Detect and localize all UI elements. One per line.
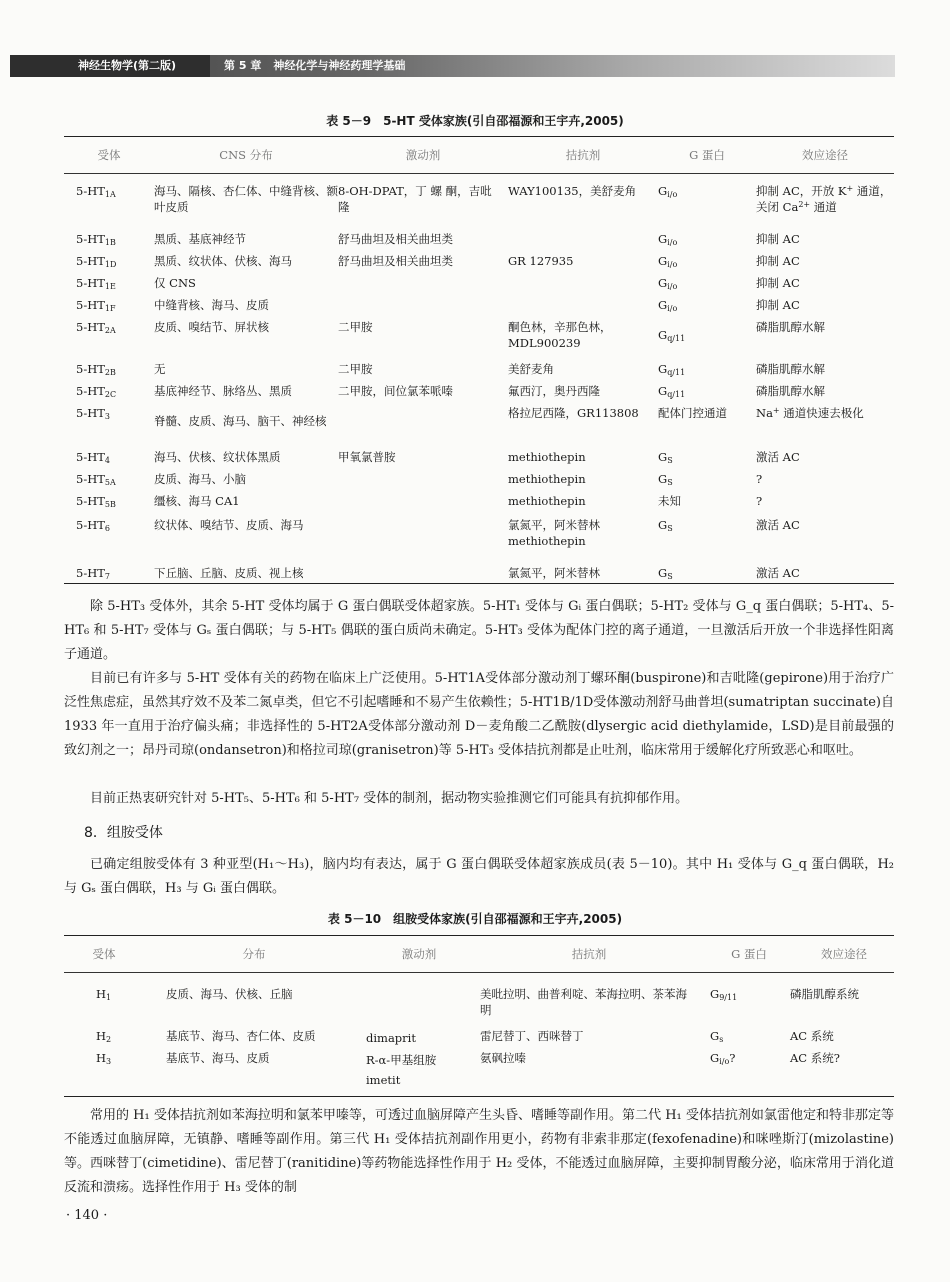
table1-cell-antagonist: 酮色林，辛那色林，MDL900239 — [508, 320, 612, 350]
table1-cell-distribution: 基底神经节、脉络丛、黑质 — [154, 384, 292, 398]
table2-cell-antagonist: 氨砜拉嗪 — [480, 1051, 526, 1065]
table1-cell-distribution: 仅 CNS — [154, 276, 196, 290]
subscript: 2C — [104, 390, 117, 399]
table1-cell-gprotein: $G_S$ — [658, 518, 673, 533]
table1-cell-antagonist: methiothepin — [508, 494, 586, 508]
table1-title: 表 5－9 5-HT 受体家族(引自邵福源和王宇卉,2005) — [326, 114, 624, 128]
table1-cell-gprotein: $G_{q/11}$ — [658, 362, 686, 377]
table2-header-distribution: 分布 — [242, 947, 266, 961]
table1-cell-receptor: $5-HT_{1E}$ — [76, 276, 116, 291]
table1-cell-receptor: $5-HT_{5B}$ — [76, 494, 116, 509]
table1-cell-distribution: 脊髓、皮质、海马、脑干、神经核 — [154, 414, 327, 428]
subscript: 2A — [104, 326, 116, 335]
subscript: 1F — [104, 304, 116, 313]
superscript: + — [772, 406, 780, 415]
table2-header-row — [64, 936, 894, 973]
table1-cell-gprotein: $G_{i/o}$ — [658, 254, 678, 269]
subscript: 9/11 — [719, 993, 738, 1002]
table1-cell-receptor: $5-HT_{1A}$ — [76, 184, 116, 199]
subscript: 4 — [104, 456, 110, 465]
table1-cell-agonist: 二甲胺 — [338, 320, 373, 334]
subscript: i/o — [719, 1057, 730, 1066]
table1-cell-receptor: $5-HT_{2C}$ — [76, 384, 117, 399]
superscript: + — [846, 184, 854, 193]
subscript: i/o — [667, 238, 678, 247]
table1-cell-receptor: $5-HT_4$ — [76, 450, 110, 465]
section-heading: 8．组胺受体 — [84, 825, 163, 841]
subscript: i/o — [667, 260, 678, 269]
table1-cell-effect: 激活 AC — [756, 518, 800, 532]
table2-header-effect: 效应途径 — [821, 947, 867, 961]
table2-header-gprotein: G 蛋白 — [731, 947, 767, 961]
table1-cell-distribution: 黑质、纹状体、伏核、海马 — [154, 254, 292, 268]
table1-cell-effect: 磷脂肌醇水解 — [756, 320, 825, 334]
subscript: i/o — [667, 190, 678, 199]
table1-cell-antagonist: 氯氮平，阿米替林 methiothepin — [508, 518, 600, 548]
subscript: i/o — [667, 282, 678, 291]
table1 — [64, 136, 894, 584]
table1-cell-agonist: 8-OH-DPAT，丁 螺 酮，吉吡隆 — [338, 184, 492, 214]
table1-cell-agonist: 舒马曲坦及相关曲坦类 — [338, 232, 453, 246]
table1-cell-distribution: 皮质、嗅结节、屏状核 — [154, 320, 269, 334]
table1-cell-distribution: 下丘脑、丘脑、皮质、视上核 — [154, 566, 304, 580]
subscript: 6 — [104, 524, 110, 533]
table1-header-distribution: CNS 分布 — [219, 148, 273, 162]
book-title: 神经生物学(第二版) — [10, 55, 210, 77]
table1-cell-distribution: 皮质、海马、小脑 — [154, 472, 246, 486]
subscript: q/11 — [667, 334, 686, 343]
table1-cell-antagonist: 格拉尼西隆，GR113808 — [508, 406, 639, 420]
subscript: i/o — [667, 304, 678, 313]
table2-cell-agonist: R-α-甲基组胺 imetit — [366, 1053, 437, 1087]
table1-cell-effect: 激活 AC — [756, 566, 800, 580]
table1-cell-gprotein: $G_{i/o}$ — [658, 276, 678, 291]
table1-cell-distribution: 无 — [154, 362, 166, 376]
paragraph-3: 目前正热衷研究针对 5-HT₅、5-HT₆ 和 5-HT₇ 受体的制剂，据动物实验推测它们可能具有抗抑郁作用。 — [90, 791, 689, 806]
table1-cell-gprotein: $G_S$ — [658, 450, 673, 465]
subscript: 2 — [106, 1035, 112, 1044]
paragraph-1: 除 5-HT₃ 受体外，其余 5-HT 受体均属于 G 蛋白偶联受体超家族。5-HT₁ 受体与 Gᵢ 蛋白偶联；5-HT₂ 受体与 G_q 蛋白偶联；5-HT₄、5-HT₆ 和 5-HT₇ 受体与 Gₛ 蛋白偶联；与 5-HT₅ 偶联的蛋白质尚未确定。5-HT₃ 受体为配体门控的离子通道，一旦激活后开放一个非选择性阳离子通道。 — [64, 599, 894, 662]
table1-cell-distribution: 缰核、海马 CA1 — [154, 494, 240, 508]
table1-header-antagonist: 拮抗剂 — [565, 148, 601, 162]
subscript: 1 — [106, 993, 112, 1002]
table1-cell-receptor: $5-HT_{1D}$ — [76, 254, 117, 269]
table2-cell-gprotein: $G_{9/11}$ — [710, 987, 738, 1002]
table2 — [64, 935, 894, 1097]
table1-cell-effect: Na+ 通道快速去极化 — [756, 406, 864, 420]
table1-cell-gprotein: $G_S$ — [658, 566, 673, 581]
table1-header-effect: 效应途径 — [802, 148, 848, 162]
table1-cell-agonist: 甲氧氯普胺 — [338, 450, 396, 464]
table1-header-agonist: 激动剂 — [405, 148, 441, 162]
table2-cell-distribution: 基底节、海马、杏仁体、皮质 — [166, 1029, 316, 1043]
table1-cell-distribution: 黑质、基底神经节 — [154, 232, 246, 246]
table2-cell-antagonist: 雷尼替丁、西咪替丁 — [480, 1029, 584, 1043]
superscript: 2+ — [798, 200, 811, 209]
table1-cell-gprotein: 配体门控通道 — [658, 406, 727, 420]
table1-cell-effect: 抑制 AC — [756, 276, 800, 290]
table1-cell-antagonist: 氯氮平，阿米替林 — [508, 566, 600, 580]
table1-cell-effect: ? — [756, 472, 763, 486]
subscript: S — [667, 478, 673, 487]
table1-cell-antagonist: methiothepin — [508, 450, 586, 464]
table1-cell-gprotein: $G_{i/o}$ — [658, 184, 678, 199]
table2-cell-antagonist: 美吡拉明、曲普利啶、苯海拉明、茶苯海明 — [480, 987, 687, 1017]
chapter-title: 神经化学与神经药理学基础 — [273, 59, 406, 72]
table1-cell-gprotein: $G_{q/11}$ — [658, 384, 686, 399]
table2-cell-effect: 磷脂肌醇系统 — [790, 987, 859, 1001]
table2-cell-gprotein: $G_{i/o}$? — [710, 1051, 736, 1066]
subscript: S — [667, 456, 673, 465]
table1-cell-effect: 磷脂肌醇水解 — [756, 362, 825, 376]
table1-cell-gprotein: $G_S$ — [658, 472, 673, 487]
table1-cell-effect: ? — [756, 494, 763, 508]
table1-cell-receptor: $5-HT_7$ — [76, 566, 110, 581]
subscript: 5B — [104, 500, 116, 509]
subscript: S — [667, 572, 673, 581]
table1-cell-antagonist: WAY100135，美舒麦角 — [508, 184, 637, 198]
table1-cell-effect: 磷脂肌醇水解 — [756, 384, 825, 398]
table1-cell-distribution: 海马、伏核、纹状体黑质 — [154, 450, 281, 464]
subscript: 7 — [104, 572, 110, 581]
table1-cell-antagonist: 氟西汀，奥丹西隆 — [508, 384, 600, 398]
running-header — [10, 55, 895, 77]
table1-cell-receptor: $5-HT_6$ — [76, 518, 110, 533]
table1-cell-distribution: 中缝背核、海马、皮质 — [154, 298, 269, 312]
table1-cell-receptor: $5-HT_{2B}$ — [76, 362, 116, 377]
table2-cell-receptor: $H_1$ — [96, 987, 112, 1002]
table2-header-receptor: 受体 — [92, 947, 116, 961]
table1-cell-gprotein: 未知 — [658, 494, 681, 508]
table2-cell-distribution: 皮质、海马、伏核、丘脑 — [166, 987, 293, 1001]
table2-cell-receptor: $H_2$ — [96, 1029, 112, 1044]
table1-cell-effect: 激活 AC — [756, 450, 800, 464]
table2-cell-agonist: dimaprit — [366, 1031, 416, 1045]
table2-cell-effect: AC 系统? — [790, 1051, 840, 1065]
subscript: s — [719, 1035, 724, 1044]
table1-cell-gprotein: $G_{q/11}$ — [658, 328, 686, 343]
subscript: q/11 — [667, 390, 686, 399]
table1-header-row — [64, 137, 894, 174]
subscript: 5A — [104, 478, 116, 487]
table2-cell-gprotein: $G_s$ — [710, 1029, 724, 1044]
table1-cell-antagonist: GR 127935 — [508, 254, 574, 268]
subscript: 1E — [104, 282, 116, 291]
table1-cell-receptor: $5-HT_{2A}$ — [76, 320, 116, 335]
table1-cell-agonist: 二甲胺，间位氯苯哌嗪 — [338, 384, 453, 398]
table1-header-gprotein: G 蛋白 — [689, 148, 725, 162]
table1-cell-distribution: 海马、隔核、杏仁体、中缝背核、额叶皮质 — [154, 184, 338, 214]
subscript: 3 — [104, 412, 110, 421]
chapter-number: 第 5 章 — [224, 59, 262, 72]
table1-cell-effect: 抑制 AC，开放 K+ 通道，关闭 $Ca^{2+}$ 通道 — [756, 184, 892, 214]
paragraph-4: 已确定组胺受体有 3 种亚型(H₁～H₃)，脑内均有表达，属于 G 蛋白偶联受体超家族成员(表 5－10)。其中 H₁ 受体与 G_q 蛋白偶联，H₂ 与 Gₛ 蛋白偶联，H₃ 与 Gᵢ 蛋白偶联。 — [64, 857, 894, 896]
paragraph-5: 常用的 H₁ 受体拮抗剂如苯海拉明和氯苯甲嗪等，可透过血脑屏障产生头昏、嗜睡等副作用。第二代 H₁ 受体拮抗剂如氯雷他定和特非那定等不能透过血脑屏障，无镇静、嗜睡等副作用。第三代 H₁ 受体拮抗剂副作用更小，药物有非索非那定(fexofenadine)和咪唑斯汀(mizolastine)等。西咪替丁(cimetidine)、雷尼替丁(ranitidine)等药物能选择性作用于 H₂ 受体，不能透过血脑屏障，主要抑制胃酸分泌，临床常用于消化道反流和溃疡。选择性作用于 H₃ 受体的制 — [64, 1108, 894, 1195]
chapter-info — [224, 55, 405, 77]
table1-cell-receptor: $5-HT_{1F}$ — [76, 298, 116, 313]
page-number: · 140 · — [66, 1208, 108, 1223]
table1-header-receptor: 受体 — [97, 148, 121, 162]
table2-header-agonist: 激动剂 — [401, 947, 437, 961]
subscript: S — [667, 524, 673, 533]
table2-cell-receptor: $H_3$ — [96, 1051, 112, 1066]
table1-cell-agonist: 舒马曲坦及相关曲坦类 — [338, 254, 453, 268]
table2-header-antagonist: 拮抗剂 — [571, 947, 607, 961]
table1-cell-effect: 抑制 AC — [756, 298, 800, 312]
table1-cell-effect: 抑制 AC — [756, 232, 800, 246]
subscript: 3 — [106, 1057, 112, 1066]
table1-cell-effect: 抑制 AC — [756, 254, 800, 268]
table2-cell-distribution: 基底节、海马、皮质 — [166, 1051, 270, 1065]
table1-cell-receptor: $5-HT_3$ — [76, 406, 110, 421]
subscript: 1B — [104, 238, 116, 247]
table1-cell-antagonist: 美舒麦角 — [508, 362, 554, 376]
table2-cell-effect: AC 系统 — [790, 1029, 834, 1043]
paragraph-2: 目前已有许多与 5-HT 受体有关的药物在临床上广泛使用。5-HT1A受体部分激动剂丁螺环酮(buspirone)和吉吡隆(gepirone)用于治疗广泛性焦虑症，虽然其疗效不及苯二氮卓类，但它不引起嗜睡和不易产生依赖性；5-HT1B/1D受体激动剂舒马曲普坦(sumatriptan succinate)自 1933 年一直用于治疗偏头痛；非选择性的 5-HT2A受体部分激动剂 D－麦角酸二乙酰胺(dlysergic acid diethylamide，LSD)是目前最强的致幻剂之一；昂丹司琼(ondansetron)和格拉司琼(granisetron)等 5-HT₃ 受体拮抗剂都是止吐剂，临床常用于缓解化疗所致恶心和呕吐。 — [64, 671, 894, 758]
table1-cell-receptor: $5-HT_{5A}$ — [76, 472, 116, 487]
table1-cell-gprotein: $G_{i/o}$ — [658, 232, 678, 247]
table1-cell-gprotein: $G_{i/o}$ — [658, 298, 678, 313]
subscript: 1D — [104, 260, 117, 269]
subscript: 2B — [104, 368, 116, 377]
table2-title: 表 5－10 组胺受体家族(引自邵福源和王宇卉,2005) — [327, 912, 623, 926]
subscript: q/11 — [667, 368, 686, 377]
table1-cell-agonist: 二甲胺 — [338, 362, 373, 376]
table1-cell-receptor: $5-HT_{1B}$ — [76, 232, 116, 247]
subscript: 1A — [104, 190, 116, 199]
table1-cell-distribution: 纹状体、嗅结节、皮质、海马 — [154, 518, 304, 532]
table1-cell-antagonist: methiothepin — [508, 472, 586, 486]
